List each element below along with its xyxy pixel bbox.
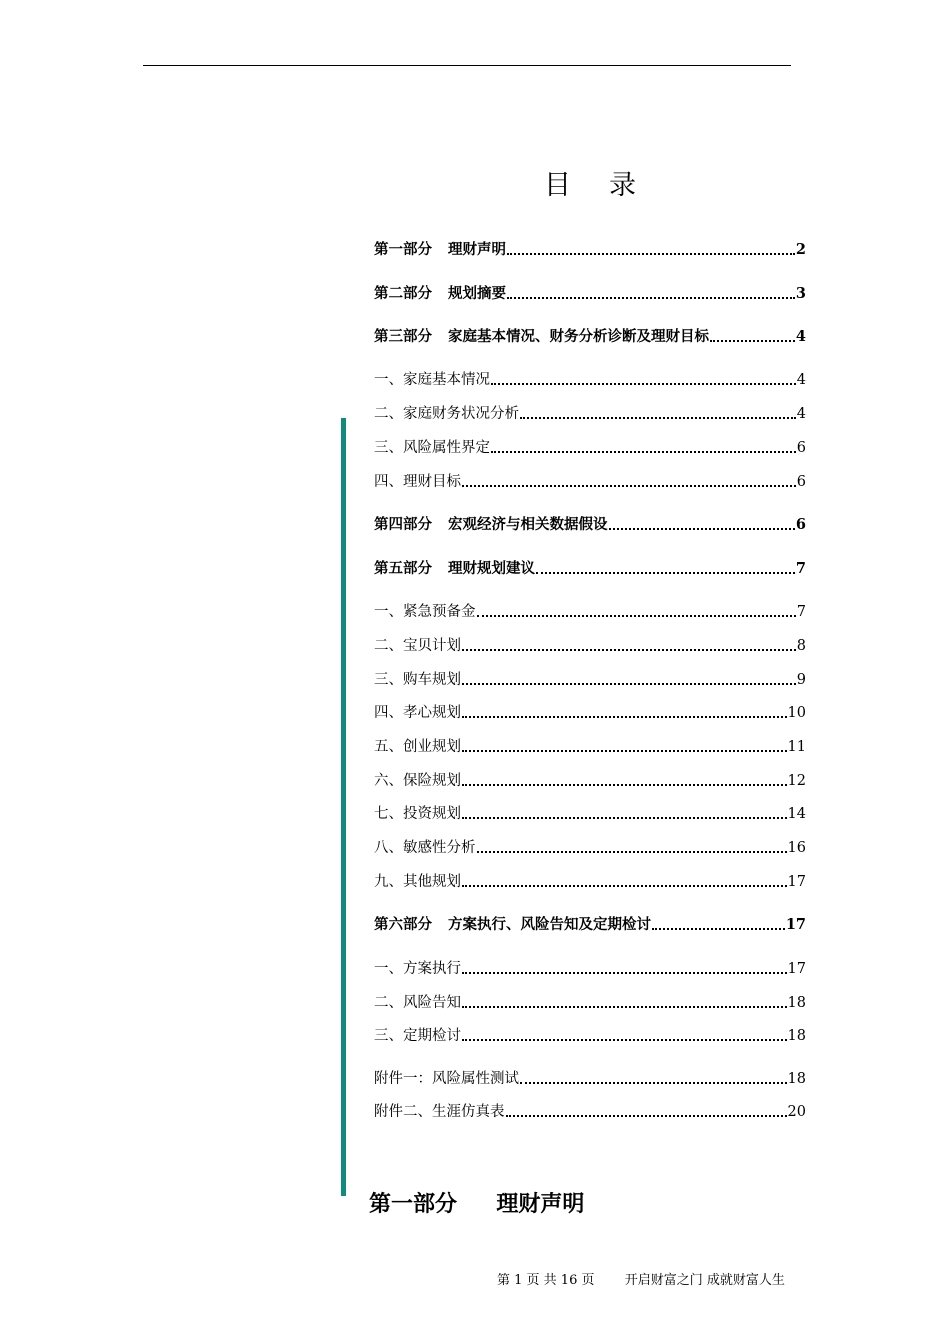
toc-entry-label xyxy=(374,993,461,1013)
toc-entry-label xyxy=(374,737,461,757)
toc-dot-leader xyxy=(462,484,796,487)
toc-entry-page: 18 xyxy=(787,995,806,1011)
toc-entry-page: 17 xyxy=(787,874,806,890)
toc-entry-label-text: 二、家庭财务状况分析 xyxy=(374,406,519,422)
toc-entry-label xyxy=(374,472,461,492)
toc-dot-leader xyxy=(491,382,796,385)
toc-entry[interactable] xyxy=(374,913,806,935)
toc-entry-label xyxy=(374,915,651,935)
toc-entry-label xyxy=(374,804,461,824)
toc-entry-label-text: 二、宝贝计划 xyxy=(374,638,461,654)
toc-entry-label-text: 附件二、生涯仿真表 xyxy=(374,1104,505,1120)
toc-entry-label-text: 第二部分 xyxy=(374,285,432,302)
toc-dot-leader xyxy=(506,1114,787,1117)
toc-dot-leader xyxy=(462,749,787,752)
toc-entry[interactable] xyxy=(374,701,806,723)
toc-entry-label xyxy=(374,1102,505,1122)
toc-entry[interactable] xyxy=(374,368,806,390)
toc-entry[interactable] xyxy=(374,836,806,858)
toc-entry-label xyxy=(374,559,535,579)
toc-entry-label-text: 三、风险属性界定 xyxy=(374,440,490,456)
toc-entry-label-text: 第四部分 xyxy=(374,516,432,533)
toc-entry-page: 8 xyxy=(796,638,806,654)
toc-entry-label xyxy=(374,959,461,979)
toc-dot-leader xyxy=(520,416,796,419)
toc-dot-leader xyxy=(462,1038,787,1041)
toc-entry-label xyxy=(374,1069,519,1089)
toc-entry-page: 2 xyxy=(795,241,806,258)
toc-entry-label xyxy=(374,1026,461,1046)
toc-entry-title: 家庭基本情况、财务分析诊断及理财目标 xyxy=(448,328,709,345)
toc-entry[interactable] xyxy=(374,1100,806,1122)
toc-dot-leader xyxy=(462,816,787,819)
toc-entry-page: 4 xyxy=(795,328,806,345)
toc-entry-label-text: 八、敏感性分析 xyxy=(374,840,476,856)
toc-entry-label-text: 七、投资规划 xyxy=(374,806,461,822)
toc-entry-page: 18 xyxy=(787,1028,806,1044)
toc-entry-title: 宏观经济与相关数据假设 xyxy=(448,516,608,533)
toc-entry[interactable] xyxy=(374,513,806,535)
toc-entry-title: 规划摘要 xyxy=(448,285,506,302)
toc-entry-label-text: 第六部分 xyxy=(374,916,432,933)
toc-entry[interactable] xyxy=(374,238,806,260)
toc-entry-page: 17 xyxy=(785,916,806,933)
toc-entry-label-text: 四、理财目标 xyxy=(374,474,461,490)
toc-entry-page: 4 xyxy=(796,406,806,422)
toc-entry-label xyxy=(374,370,490,390)
toc-entry-label-text: 一、家庭基本情况 xyxy=(374,372,490,388)
toc-entry-page: 12 xyxy=(787,773,806,789)
section-heading-label: 第一部分 xyxy=(369,1192,458,1217)
toc-dot-leader xyxy=(462,682,796,685)
toc-entry-label-text: 第三部分 xyxy=(374,328,432,345)
toc-dot-leader xyxy=(462,783,787,786)
toc-entry-label-text: 三、定期检讨 xyxy=(374,1028,461,1044)
toc-entry-label-text: 第五部分 xyxy=(374,560,432,577)
toc-entry[interactable] xyxy=(374,325,806,347)
toc-entry-title: 理财声明 xyxy=(448,241,506,258)
toc-entry[interactable] xyxy=(374,668,806,690)
toc-dot-leader xyxy=(609,527,795,530)
toc-dot-leader xyxy=(462,971,787,974)
section-heading xyxy=(369,1190,584,1220)
toc-entry-label-text: 五、创业规划 xyxy=(374,739,461,755)
toc-entry-page: 10 xyxy=(787,705,806,721)
toc-dot-leader xyxy=(477,614,796,617)
toc-entry-label xyxy=(374,703,461,723)
toc-entry-page: 17 xyxy=(787,961,806,977)
toc-entry-page: 7 xyxy=(796,604,806,620)
toc-entry[interactable] xyxy=(374,735,806,757)
toc-dot-leader xyxy=(652,927,785,930)
toc-entry[interactable] xyxy=(374,991,806,1013)
toc-entry[interactable] xyxy=(374,870,806,892)
toc-entry-label xyxy=(374,602,476,622)
toc-entry[interactable] xyxy=(374,557,806,579)
accent-side-bar xyxy=(341,418,346,1196)
section-heading-title: 理财声明 xyxy=(496,1192,585,1217)
toc-entry-page: 9 xyxy=(796,672,806,688)
toc-entry[interactable] xyxy=(374,470,806,492)
toc-dot-leader xyxy=(477,850,787,853)
toc-entry-label xyxy=(374,670,461,690)
toc-entry-label-text: 一、方案执行 xyxy=(374,961,461,977)
toc-entry-page: 20 xyxy=(787,1104,806,1120)
header-rule xyxy=(143,65,791,66)
toc-dot-leader xyxy=(462,715,787,718)
toc-entry-label xyxy=(374,771,461,791)
toc-dot-leader xyxy=(462,884,787,887)
toc-entry-page: 4 xyxy=(796,372,806,388)
toc-entry-label xyxy=(374,327,709,347)
toc-entry-page: 3 xyxy=(795,285,806,302)
toc-entry-label-text: 第一部分 xyxy=(374,241,432,258)
toc-entry-page: 18 xyxy=(787,1071,806,1087)
toc-entry[interactable] xyxy=(374,634,806,656)
toc-entry-label xyxy=(374,438,490,458)
toc-dot-leader xyxy=(507,252,795,255)
toc-entry-label-text: 附件一：风险属性测试 xyxy=(374,1071,519,1087)
toc-entry-label-text: 六、保险规划 xyxy=(374,773,461,789)
toc-entry[interactable] xyxy=(374,600,806,622)
toc-entry-label xyxy=(374,240,506,260)
toc-entry-title: 方案执行、风险告知及定期检讨 xyxy=(448,916,651,933)
page-footer xyxy=(497,1272,785,1290)
toc-dot-leader xyxy=(710,339,795,342)
toc-title: 目录 xyxy=(544,170,674,201)
toc-entry-label-text: 四、孝心规划 xyxy=(374,705,461,721)
toc-entry-label xyxy=(374,838,476,858)
toc-dot-leader xyxy=(462,648,796,651)
toc-entry[interactable] xyxy=(374,282,806,304)
toc-dot-leader xyxy=(536,571,795,574)
toc-dot-leader xyxy=(491,450,796,453)
toc-entry-label xyxy=(374,872,461,892)
toc-entry-label xyxy=(374,636,461,656)
toc-dot-leader xyxy=(507,296,795,299)
toc-entry[interactable] xyxy=(374,1024,806,1046)
toc-entry-title: 理财规划建议 xyxy=(448,560,535,577)
footer-page-info: 第 1 页 共 16 页 xyxy=(497,1273,595,1288)
toc-entry[interactable] xyxy=(374,402,806,424)
toc-entry-page: 16 xyxy=(787,840,806,856)
toc-entry[interactable] xyxy=(374,436,806,458)
toc-entry-page: 6 xyxy=(796,440,806,456)
toc-entry-label-text: 二、风险告知 xyxy=(374,995,461,1011)
toc-entry[interactable] xyxy=(374,802,806,824)
toc-entry-page: 6 xyxy=(796,474,806,490)
toc-dot-leader xyxy=(520,1081,787,1084)
toc-entry-label-text: 一、紧急预备金 xyxy=(374,604,476,620)
toc-entry-page: 7 xyxy=(795,560,806,577)
toc-entry-label xyxy=(374,404,519,424)
toc-entry-label-text: 九、其他规划 xyxy=(374,874,461,890)
toc-entry[interactable] xyxy=(374,1067,806,1089)
toc-entry-label xyxy=(374,284,506,304)
toc-entry-page: 11 xyxy=(787,739,806,755)
toc-entry-page: 6 xyxy=(795,516,806,533)
toc-entry[interactable] xyxy=(374,957,806,979)
toc-entry-page: 14 xyxy=(787,806,806,822)
toc-entry-label xyxy=(374,515,608,535)
footer-slogan: 开启财富之门 成就财富人生 xyxy=(624,1273,785,1288)
toc-entry[interactable] xyxy=(374,769,806,791)
toc-dot-leader xyxy=(462,1005,787,1008)
toc-entry-label-text: 三、购车规划 xyxy=(374,672,461,688)
